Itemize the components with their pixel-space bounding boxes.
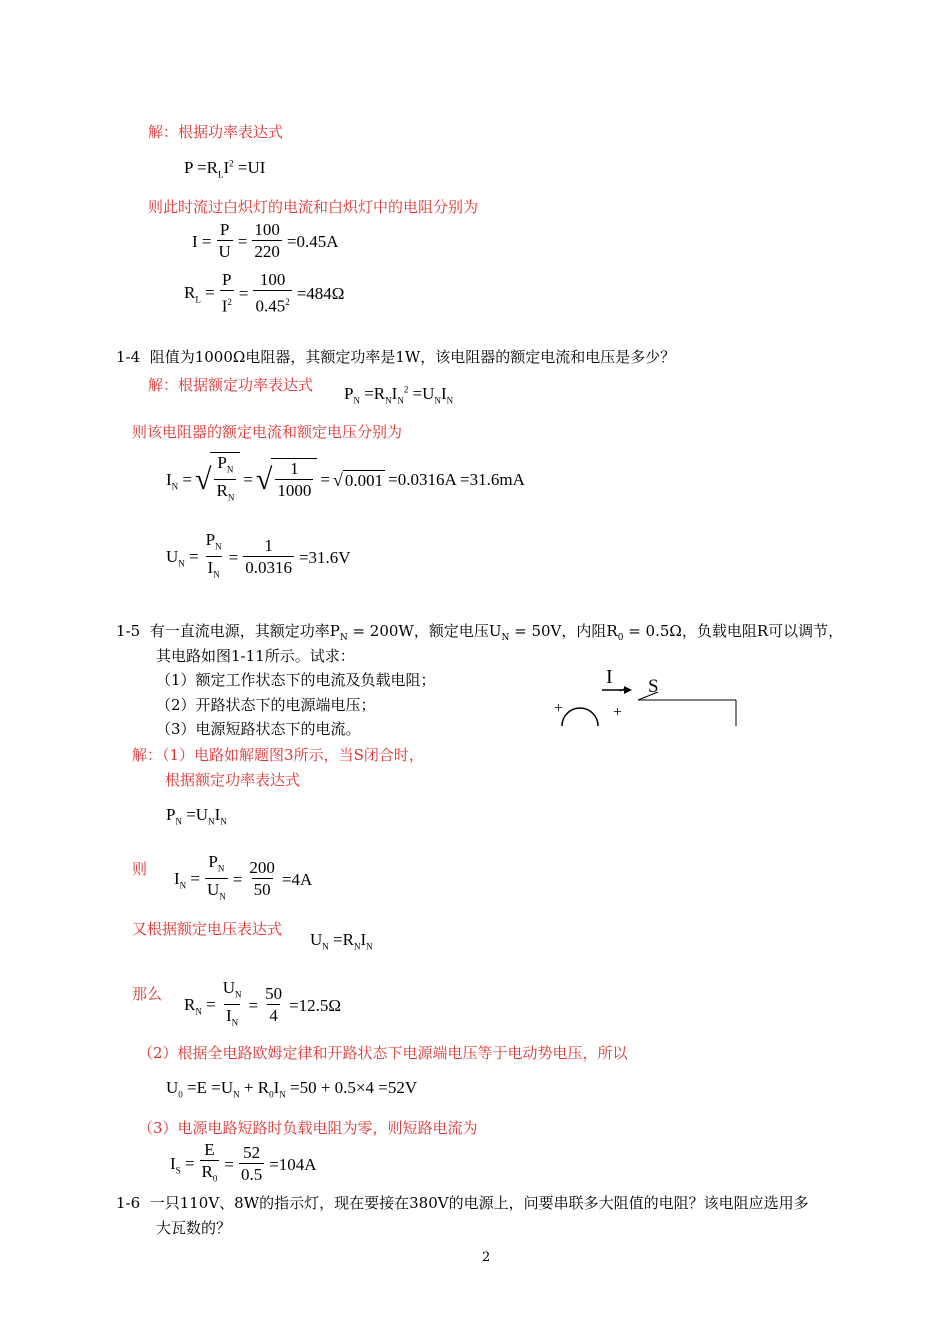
explanation-text: 则此时流过白炽灯的电流和白炽灯中的电阻分别为 bbox=[148, 198, 479, 216]
rated-voltage-equation: $U_N$ = $\frac{P_N}{I_N}$ = $\frac{1}{0.0316}$ =31.6V bbox=[166, 530, 351, 586]
resistance-equation: $R_L$ = $\frac{P}{I^2}$ = $\frac{100}{0.45^2}$ =484Ω bbox=[184, 270, 345, 316]
rated-power-equation: $P_N =R_NI_N^2 =U_NI_N$ bbox=[344, 384, 454, 406]
page-number: 2 bbox=[482, 1250, 491, 1265]
problem-1-6: 1-6 一只110V、8W的指示灯，现在要接在380V的电源上，问要串联多大阻值的电阻？该电阻应选用多 bbox=[116, 1194, 809, 1212]
rated-power-eq-1-5: $P_N =U_NI_N$ bbox=[166, 805, 227, 827]
problem-1-5: 1-5 有一直流电源，其额定功率$P_N = 200W$，额定电压$U_N = 50V$，内阻$R_0 = 0.5\Omega$，负载电阻R可以调节， bbox=[116, 622, 844, 643]
problem-1-6-line2: 大瓦数的？ bbox=[156, 1219, 232, 1237]
short-circuit-current-eq: $I_S$ = $\frac{E}{R_0}$ = $\frac{52}{0.5}$ =104A bbox=[170, 1140, 317, 1189]
solution-intro-1-4: 解：根据额定功率表达式 bbox=[148, 376, 314, 394]
question-item-1: （1）额定工作状态下的电流及负载电阻； bbox=[156, 671, 436, 689]
solution-intro: 解：根据功率表达式 bbox=[148, 123, 284, 141]
solution-part-1: 解：（1）电路如解题图3所示，当S闭合时， bbox=[132, 746, 424, 764]
current-arrow-head bbox=[624, 686, 632, 694]
again-label: 又根据额定电压表达式 bbox=[132, 920, 283, 938]
so-label: 那么 bbox=[132, 985, 163, 1003]
problem-1-4: 1-4 阻值为1000Ω电阻器，其额定功率是1W，该电阻器的额定电流和电压是多少？ bbox=[116, 348, 676, 366]
rated-current-eq-1-5: $I_N$ = $\frac{P_N}{U_N}$ = $\frac{200}{50}$ =4A bbox=[174, 852, 312, 908]
question-item-3: （3）电源短路状态下的电流。 bbox=[156, 720, 361, 738]
switch-label: S bbox=[648, 676, 659, 697]
solution-part-3: （3）电源电路短路时负载电阻为零，则短路电流为 bbox=[138, 1119, 478, 1137]
rated-voltage-eq-1-5: $U_N =R_NI_N$ bbox=[310, 930, 373, 952]
load-resistance-eq: $R_N$ = $\frac{U_N}{I_N}$ = $\frac{50}{4}$ =12.5Ω bbox=[184, 978, 341, 1034]
then-label: 则 bbox=[132, 860, 148, 878]
circuit-figure bbox=[540, 664, 740, 726]
circuit-diagram bbox=[540, 664, 740, 726]
question-item-2: （2）开路状态下的电源端电压； bbox=[156, 696, 376, 714]
source-symbol bbox=[562, 708, 598, 726]
explanation-text-1-4: 则该电阻器的额定电流和额定电压分别为 bbox=[132, 423, 403, 441]
open-circuit-voltage-eq: $U_0 =E =U_N + R_0I_N =50 + 0.5\times 4 =52V$ bbox=[166, 1078, 418, 1100]
plus-sign-terminal: + bbox=[613, 704, 623, 721]
problem-1-5-line2: 其电路如图1-11所示。试求： bbox=[156, 647, 355, 665]
power-equation: $P =R_LI^2 =UI$ bbox=[184, 158, 266, 180]
solution-part-2: （2）根据全电路欧姆定律和开路状态下电源端电压等于电动势电压，所以 bbox=[138, 1044, 628, 1062]
rated-current-equation: $I_N$ = √ $\frac{P_N}{R_N}$ = √ $\frac{1}{1000}$ = √ 0.001 =0.0316A =31.6mA bbox=[166, 452, 525, 509]
current-label: I bbox=[606, 666, 613, 688]
current-equation: I = $\frac{P}{U}$ = $\frac{100}{220}$ =0.45A bbox=[192, 220, 339, 261]
plus-sign-source: + bbox=[554, 700, 564, 717]
solution-part-1-b: 根据额定功率表达式 bbox=[165, 771, 301, 789]
